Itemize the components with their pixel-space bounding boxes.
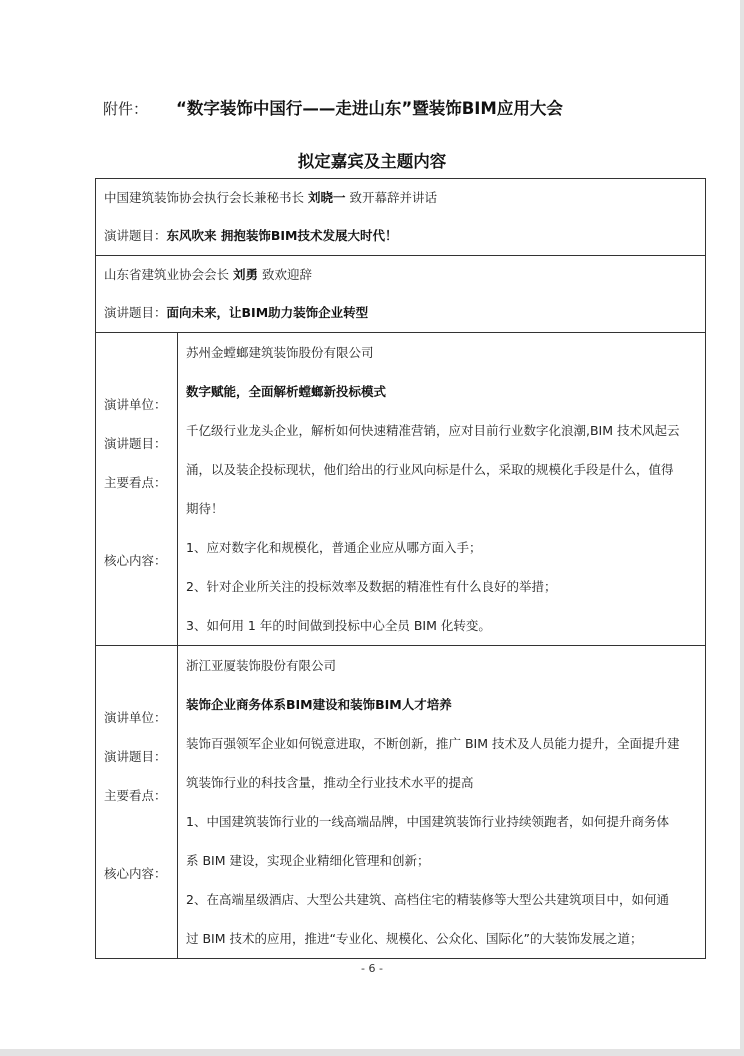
company-name: 浙江亚厦装饰股份有限公司 bbox=[186, 658, 337, 673]
page-edge-bottom bbox=[0, 1049, 744, 1056]
company-content bbox=[178, 646, 705, 958]
speaker-name: 刘晓一 bbox=[308, 190, 346, 205]
company-content-cell bbox=[178, 333, 706, 646]
speaker-topic-line bbox=[96, 294, 705, 332]
document-subtitle: 拟定嘉宾及主题内容 bbox=[297, 152, 447, 171]
attachment-label: 附件： bbox=[103, 102, 149, 118]
company-row-2 bbox=[96, 646, 706, 959]
unit-label: 演讲单位： bbox=[104, 397, 167, 412]
highlights-text: 筑装饰行业的科技含量，推动全行业技术水平的提高 bbox=[186, 775, 474, 790]
topic-label: 演讲题目： bbox=[104, 436, 167, 451]
speaker-cell bbox=[96, 179, 706, 256]
topic-label: 演讲题目： bbox=[104, 305, 167, 320]
highlights-label: 主要看点： bbox=[104, 788, 167, 803]
core-content-item: 过 BIM 技术的应用，推进“专业化、规模化、公众化、国际化”的大装饰发展之道； bbox=[186, 931, 643, 946]
company-topic: 装饰企业商务体系BIM建设和装饰BIM人才培养 bbox=[186, 697, 452, 712]
core-content-item: 系 BIM 建设，实现企业精细化管理和创新； bbox=[186, 853, 430, 868]
field-labels bbox=[96, 646, 177, 893]
speaker-name: 刘勇 bbox=[233, 267, 259, 282]
topic-label: 演讲题目： bbox=[104, 228, 167, 243]
speaker-title: 中国建筑装饰协会执行会长兼秘书长 bbox=[104, 190, 305, 205]
core-content-item: 2、针对企业所关注的投标效率及数据的精准性有什么良好的举措； bbox=[186, 579, 557, 594]
core-content-item: 1、应对数字化和规模化，普通企业应从哪方面入手； bbox=[186, 540, 482, 555]
core-content-item: 1、中国建筑装饰行业的一线高端品牌，中国建筑装饰行业持续领跑者，如何提升商务体 bbox=[186, 814, 669, 829]
title-line bbox=[103, 95, 563, 119]
speaker-title: 山东省建筑业协会会长 bbox=[104, 267, 230, 282]
highlights-text: 装饰百强领军企业如何锐意进取，不断创新，推广 BIM 技术及人员能力提升，全面提升建 bbox=[186, 736, 680, 751]
company-topic: 数字赋能，全面解析螳螂新投标模式 bbox=[186, 384, 387, 399]
core-content-item: 3、如何用 1 年的时间做到投标中心全员 BIM 化转变。 bbox=[186, 618, 491, 633]
highlights-text: 千亿级行业龙头企业，解析如何快速精准营销，应对目前行业数字化浪潮,BIM 技术风起云 bbox=[186, 423, 680, 438]
speakers-table bbox=[95, 178, 706, 959]
field-labels-cell bbox=[96, 646, 178, 959]
page-number: - 6 - bbox=[361, 962, 383, 975]
highlights-label: 主要看点： bbox=[104, 475, 167, 490]
core-content-item: 2、在高端星级酒店、大型公共建筑、高档住宅的精装修等大型公共建筑项目中，如何通 bbox=[186, 892, 669, 907]
company-content-cell bbox=[178, 646, 706, 959]
speaker-action: 致开幕辞并讲话 bbox=[349, 190, 438, 205]
core-content-label: 核心内容： bbox=[104, 553, 167, 568]
unit-label: 演讲单位： bbox=[104, 710, 167, 725]
topic-label: 演讲题目： bbox=[104, 749, 167, 764]
speech-topic: 面向未来，让BIM助力装饰企业转型 bbox=[166, 305, 369, 320]
document-title: “数字装饰中国行——走进山东”暨装饰BIM应用大会 bbox=[176, 99, 563, 118]
field-labels-cell bbox=[96, 333, 178, 646]
speaker-info-line bbox=[96, 179, 705, 217]
company-content bbox=[178, 333, 705, 645]
speaker-info-line bbox=[96, 256, 705, 294]
company-row-1 bbox=[96, 333, 706, 646]
speaker-row-2 bbox=[96, 256, 706, 333]
speaker-action: 致欢迎辞 bbox=[262, 267, 313, 282]
field-labels bbox=[96, 333, 177, 580]
company-name: 苏州金螳螂建筑装饰股份有限公司 bbox=[186, 345, 374, 360]
highlights-text: 涌，以及装企投标现状，他们给出的行业风向标是什么，采取的规模化手段是什么，值得 bbox=[186, 462, 674, 477]
highlights-text: 期待！ bbox=[186, 501, 224, 516]
speaker-topic-line bbox=[96, 217, 705, 255]
core-content-label: 核心内容： bbox=[104, 866, 167, 881]
speaker-row-1 bbox=[96, 179, 706, 256]
speaker-cell bbox=[96, 256, 706, 333]
speech-topic: 东风吹来 拥抱装饰BIM技术发展大时代！ bbox=[166, 228, 398, 243]
